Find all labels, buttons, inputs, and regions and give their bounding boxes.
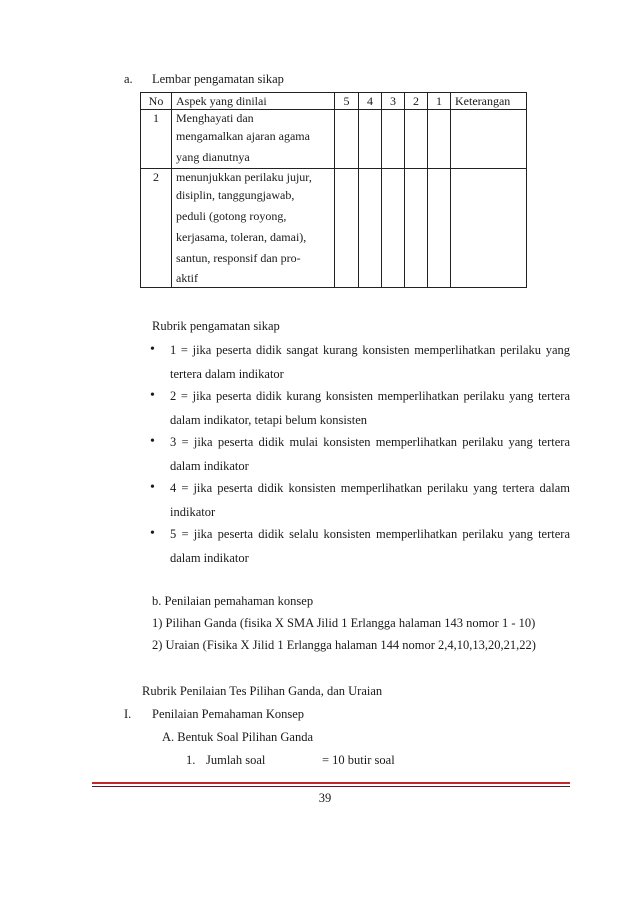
header-score-4: 4 (359, 93, 382, 110)
rubric-item-line: dalam indikator (170, 551, 249, 565)
aspect-line: mengamalkan ajaran agama (176, 129, 310, 143)
page-number: 39 (318, 791, 332, 805)
aspect-line: menunjukkan perilaku jujur, (176, 170, 312, 184)
item-1-value: = 10 butir soal (322, 753, 395, 767)
aspect-line: peduli (gotong royong, (176, 209, 287, 223)
rubric-item-line: indikator (170, 505, 216, 519)
table-row (141, 169, 527, 288)
bullet-icon: • (150, 434, 155, 449)
rubric-item-line: 4 = jika peserta didik konsisten memperlihatkan perilaku yang tertera dalam (170, 481, 570, 495)
section-i-marker: I. (124, 707, 132, 721)
header-no: No (141, 93, 172, 110)
table-header-row (141, 93, 527, 110)
score-cell[interactable] (359, 110, 382, 169)
score-cell[interactable] (428, 169, 451, 288)
section-a-question-type: A. Bentuk Soal Pilihan Ganda (162, 730, 314, 744)
aspect-line: Menghayati dan (176, 111, 254, 125)
header-aspect: Aspek yang dinilai (172, 93, 335, 110)
header-notes: Keterangan (451, 93, 527, 110)
rubric-item-line: dalam indikator (170, 459, 249, 473)
rubric-tests-title: Rubrik Penilaian Tes Pilihan Ganda, dan Uraian (142, 684, 383, 698)
row-no: 1 (141, 110, 172, 169)
score-cell[interactable] (405, 169, 428, 288)
aspect-line: yang dianutnya (176, 150, 250, 164)
rubric-item-line: dalam indikator, tetapi belum konsisten (170, 413, 368, 427)
section-b-item: 1) Pilihan Ganda (fisika X SMA Jilid 1 Erlangga halaman 143 nomor 1 - 10) (152, 616, 536, 630)
section-a-title: Lembar pengamatan sikap (152, 72, 284, 86)
aspect-line: disiplin, tanggungjawab, (176, 188, 295, 202)
observation-table (140, 92, 527, 288)
notes-cell[interactable] (451, 169, 527, 288)
section-b-title: b. Penilaian pemahaman konsep (152, 594, 314, 608)
row-aspect (172, 169, 335, 288)
section-b-item: 2) Uraian (Fisika X Jilid 1 Erlangga halaman 144 nomor 2,4,10,13,20,21,22) (152, 638, 536, 652)
header-score-3: 3 (382, 93, 405, 110)
score-cell[interactable] (382, 169, 405, 288)
footer-rule-thin (92, 786, 570, 787)
section-i-title: Penilaian Pemahaman Konsep (152, 707, 305, 721)
bullet-icon: • (150, 526, 155, 541)
rubric-item-line: 2 = jika peserta didik kurang konsisten memperlihatkan perilaku yang tertera (170, 389, 570, 403)
rubric-item-line: 5 = jika peserta didik selalu konsisten memperlihatkan perilaku yang tertera (170, 527, 570, 541)
header-score-5: 5 (335, 93, 359, 110)
rubric-item-line: 1 = jika peserta didik sangat kurang konsisten memperlihatkan perilaku yang (170, 343, 570, 357)
item-1-label: Jumlah soal (206, 753, 266, 767)
bullet-icon: • (150, 342, 155, 357)
aspect-line: santun, responsif dan pro- (176, 251, 301, 265)
rubric-item-line: 3 = jika peserta didik mulai konsisten memperlihatkan perilaku yang tertera (170, 435, 570, 449)
score-cell[interactable] (405, 110, 428, 169)
bullet-icon: • (150, 480, 155, 495)
rubric-title: Rubrik pengamatan sikap (152, 319, 280, 333)
section-a-marker: a. (124, 72, 133, 86)
notes-cell[interactable] (451, 110, 527, 169)
score-cell[interactable] (428, 110, 451, 169)
rubric-item-line: tertera dalam indikator (170, 367, 284, 381)
score-cell[interactable] (359, 169, 382, 288)
table-row (141, 110, 527, 169)
aspect-line: aktif (176, 271, 198, 285)
row-aspect (172, 110, 335, 169)
bullet-icon: • (150, 388, 155, 403)
item-1-marker: 1. (186, 753, 196, 767)
score-cell[interactable] (335, 169, 359, 288)
score-cell[interactable] (335, 110, 359, 169)
footer-rule (92, 782, 570, 784)
score-cell[interactable] (382, 110, 405, 169)
header-score-1: 1 (428, 93, 451, 110)
row-no: 2 (141, 169, 172, 288)
header-score-2: 2 (405, 93, 428, 110)
aspect-line: kerjasama, toleran, damai), (176, 230, 307, 244)
